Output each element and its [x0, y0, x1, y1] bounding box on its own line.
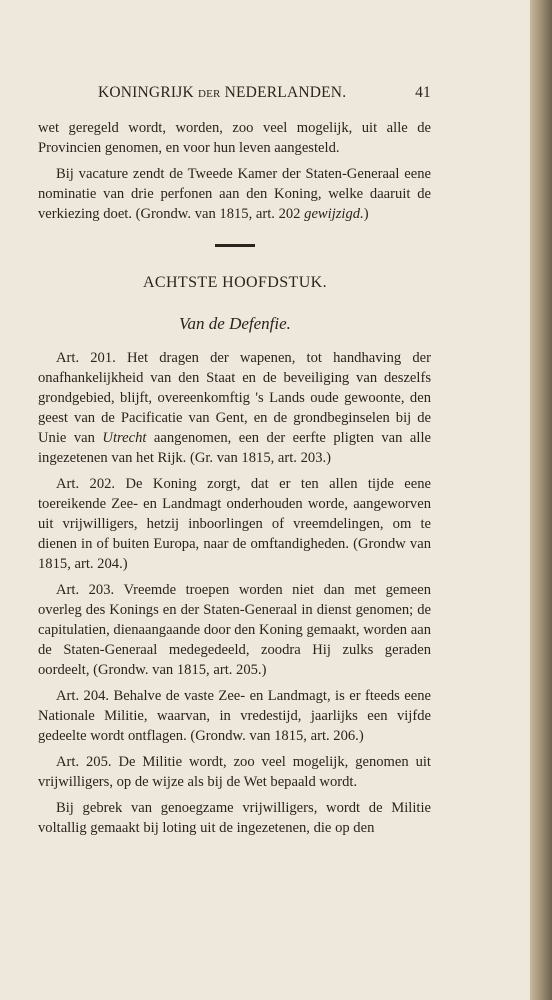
running-head — [98, 84, 431, 108]
articles-text — [38, 348, 431, 838]
article-205-continued: Bij gebrek van genoegzame vrijwilligers, wordt de Militie voltallig gemaakt bij loting uit de ingezetenen, die op den — [38, 800, 431, 836]
section-title: Van de Defenfie. — [179, 314, 291, 333]
article-203: Art. 203. Vreemde troepen worden niet dan met gemeen overleg des Konings en der Staten-Generaal in dienst genomen; de capitulatien, dienaangaande door den Koning gemaakt, worden aan de Staten-Generaal medegedeeld, zoodra Hij zulks geraden oordeelt, (Grondw. van 1815, art. 205.) — [38, 582, 431, 678]
intro-paragraph-1: wet geregeld wordt, worden, zoo veel mogelijk, uit alle de Provincien genomen, en voor hun leven aangesteld. — [38, 120, 431, 156]
intro-text — [38, 118, 431, 224]
article-205: Art. 205. De Militie wordt, zoo veel mogelijk, genomen uit vrijwilligers, op de wijze als bij de Wet bepaald wordt. — [38, 754, 431, 790]
book-spine-edge — [530, 0, 552, 1000]
article-201: Art. 201. Het dragen der wapenen, tot handhaving der onafhankelijkheid van den Staat en de beveiliging van deszelfs grondgebied, blijft, overeenkomftig 's Lands oude gewoonte, den geest van de Pacificatie van Gent, en de grondbeginselen bij de Unie van Utrecht aangenomen, een der eerfte pligten van alle ingezetenen van het Rijk. (Gr. van 1815, art. 203.) — [38, 350, 431, 466]
article-204: Art. 204. Behalve de vaste Zee- en Landmagt, is er fteeds eene Nationale Militie, waarvan, in vredestijd, jaarlijks een vijfde gedeelte wordt ontflagen. (Grondw. van 1815, art. 206.) — [38, 688, 431, 744]
running-head-title: KONINGRIJK DER NEDERLANDEN. — [98, 84, 347, 101]
chapter-title: ACHTSTE HOOFDSTUK. — [142, 274, 328, 291]
section-divider-rule — [215, 244, 255, 247]
intro-paragraph-2: Bij vacature zendt de Tweede Kamer der Staten-Generaal eene nominatie van drie perfonen aan den Koning, welke daaruit de verkiezing doet. (Grondw. van 1815, art. 202 gewijzigd.) — [38, 166, 431, 222]
article-202: Art. 202. De Koning zorgt, dat er ten allen tijde eene toereikende Zee- en Landmagt onderhouden worde, aangeworven uit vrijwilligers, hetzij inboorlingen of vreemdelingen, om te dienen in of buiten Europa, naar de omftandigheden. (Grondw van 1815, art. 204.) — [38, 476, 431, 572]
page-number: 41 — [415, 84, 431, 101]
